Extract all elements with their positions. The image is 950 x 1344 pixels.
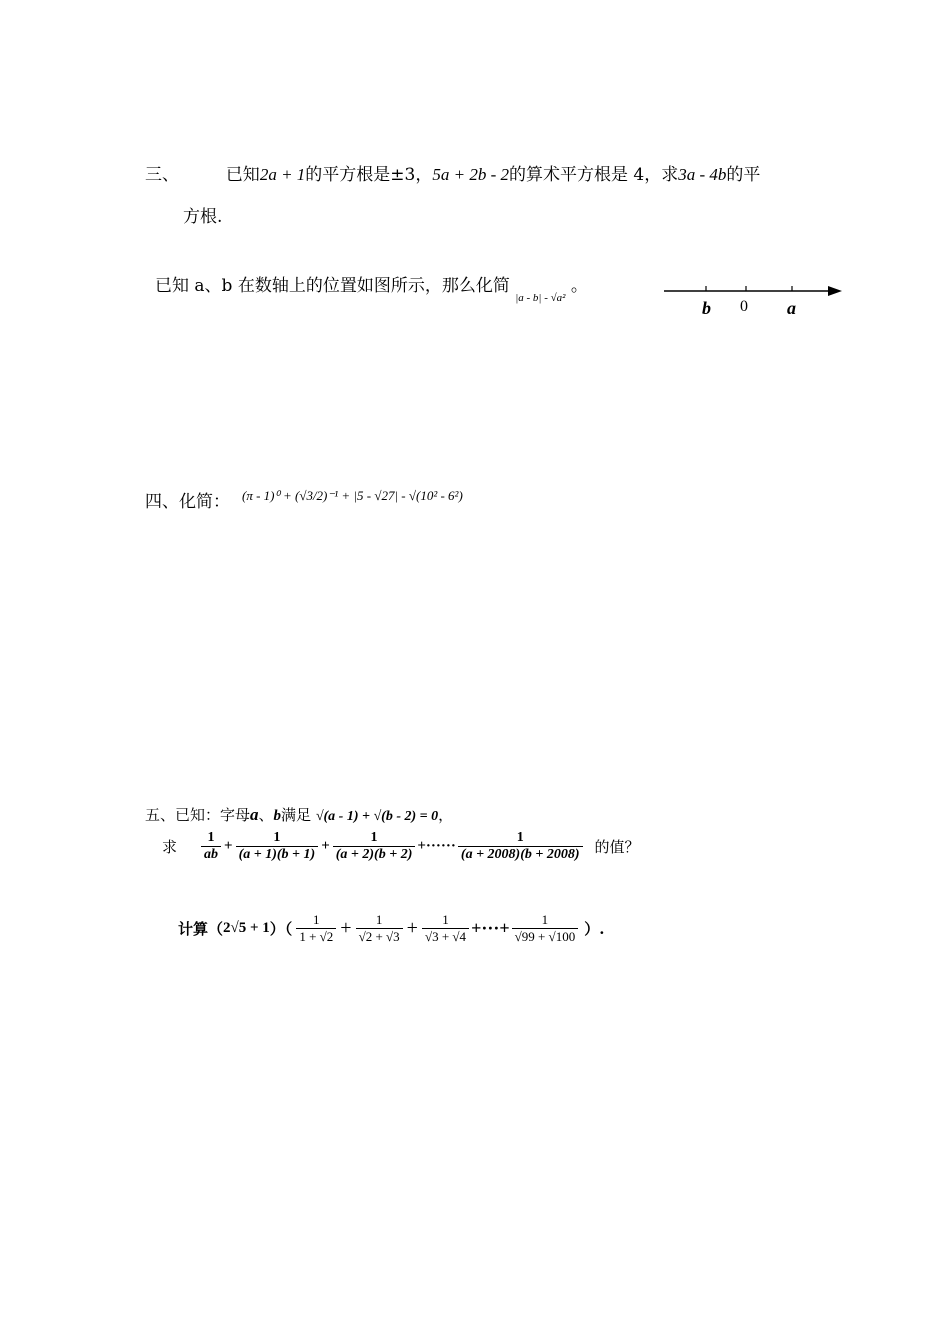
numberline-question-text: 已知 a、b 在数轴上的位置如图所示，那么化简: [155, 276, 510, 296]
term-3: [333, 830, 416, 863]
term-2-den: (a + 1)(b + 1): [236, 846, 319, 863]
calc-term-2: [356, 912, 403, 945]
numberline-expression: |a - b| - √a²: [515, 292, 566, 304]
condition-comma: ，: [438, 806, 454, 824]
numberline-question: [155, 271, 588, 304]
calc-term-4-den: √99 + √100: [512, 928, 579, 945]
term-2: [236, 830, 319, 863]
number-line-label-a: a: [787, 298, 796, 318]
question-5-line-2: 求 $\frac{1}{ab}$ + $\frac{1}{(a + 1)(b + 1)}$ + $\frac{1}{(a + 2)(b + 2)}$ +······ $\frac{1}{(a + 2008)(b + 2008)}$ 的值？: [162, 830, 640, 862]
calc-term-1-num: 1: [313, 912, 320, 927]
term-2-num: 1: [273, 830, 281, 845]
calc-term-3: [422, 912, 469, 945]
question-5-label: 五、已知：字母: [145, 806, 251, 824]
calc-term-1-den: 1 + √2: [296, 928, 336, 945]
condition-text: 满足: [281, 806, 312, 824]
expression-3a-4b: 3a - 4b: [678, 165, 727, 184]
calc-term-4: [512, 912, 579, 945]
question-3-line-2: 方根.: [183, 207, 223, 227]
calc-end: ）.: [584, 920, 605, 938]
question-3-text-b: 的平方根是±3，: [305, 165, 433, 185]
term-1: [201, 830, 221, 863]
calc-term-2-den: √2 + √3: [356, 928, 403, 945]
question-4-expression: [242, 488, 463, 504]
tail-text: 的值？: [594, 838, 640, 856]
term-4-num: 1: [516, 830, 524, 845]
calc-label: 计算（: [178, 920, 224, 938]
question-3-text-d: 的平: [726, 165, 761, 185]
term-3-num: 1: [370, 830, 378, 845]
ellipsis: +······: [417, 838, 456, 854]
question-3-label: 三、: [145, 165, 179, 185]
calc-close: ）（: [269, 920, 293, 938]
calc-term-3-den: √3 + √4: [422, 928, 469, 945]
question-5-line-1: [145, 804, 453, 825]
ask-label: 求: [162, 838, 178, 856]
calc-term-3-num: 1: [442, 912, 449, 927]
var-b: b: [273, 808, 282, 824]
var-a: a: [250, 805, 259, 824]
question-4-label: 四、化简：: [145, 492, 230, 512]
term-1-den: ab: [201, 846, 221, 863]
condition-expression: √(a - 1) + √(b - 2) = 0: [315, 809, 439, 824]
term-3-den: (a + 2)(b + 2): [333, 846, 416, 863]
q4-expression-text: (π - 1)⁰ + (√3/2)⁻¹ + |5 - √27| - √(10² - 6²): [242, 488, 463, 503]
expression-5a-2b-2: 5a + 2b - 2: [432, 165, 509, 184]
question-3: [145, 160, 760, 185]
number-line-label-b: b: [702, 298, 711, 318]
calc-term-4-num: 1: [541, 912, 549, 927]
term-4-den: (a + 2008)(b + 2008): [458, 846, 583, 863]
calc-factor: 2√5 + 1: [223, 920, 270, 936]
calc-term-2-num: 1: [375, 912, 383, 927]
expression-2a-plus-1: 2a + 1: [259, 165, 306, 184]
numberline-end: 。: [570, 276, 588, 296]
calc-term-1: [296, 912, 336, 945]
term-1-num: 1: [207, 830, 215, 845]
separator: 、: [258, 806, 274, 824]
calc-line: 计算（ 2√5 + 1 ）（ $\frac{1}{1 + √2}$ + $\frac{1}{√2 + √3}$ + $\frac{1}{√3 + √4}$ +···+ $\frac{1}{√99 + √100}$ ）.: [178, 912, 605, 944]
number-line-figure: [660, 278, 845, 320]
calc-dots: +···+: [471, 918, 510, 938]
question-3-text-c: 的算术平方根是 4，求: [509, 165, 679, 185]
question-3-text-a: 已知: [225, 165, 260, 185]
term-4: [458, 830, 583, 863]
number-line-label-0: 0: [740, 298, 748, 315]
